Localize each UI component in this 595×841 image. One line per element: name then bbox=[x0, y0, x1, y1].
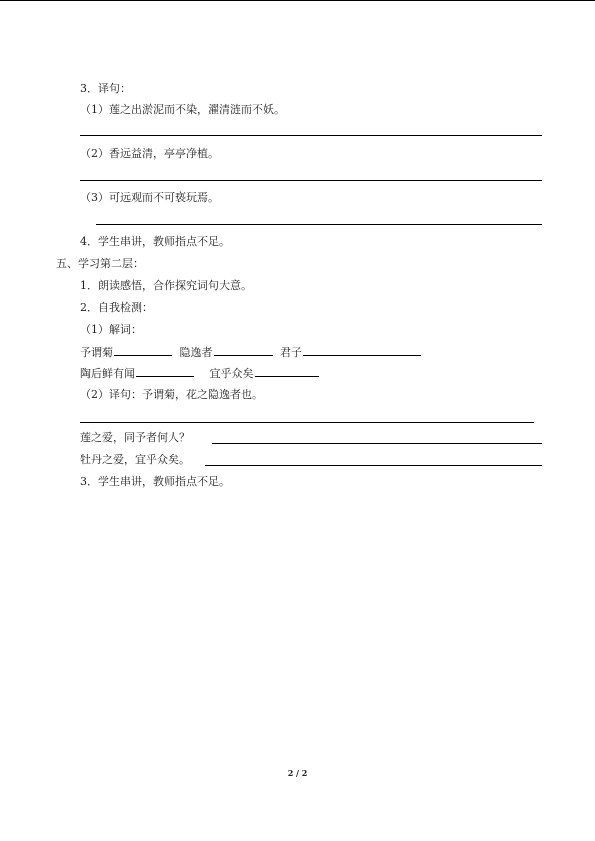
blank-taohou[interactable] bbox=[136, 366, 194, 377]
answer-line-q3-2[interactable] bbox=[80, 180, 542, 181]
word-yihu: 宜乎众矣 bbox=[209, 367, 254, 380]
word-junzi: 君子 bbox=[280, 346, 302, 359]
s5-item-2: 2．自我检测： bbox=[80, 301, 153, 314]
s5-item-1: 1．朗读感悟，合作探究词句大意。 bbox=[80, 279, 252, 292]
word-taohou: 陶后鲜有闻 bbox=[80, 367, 135, 380]
word-yinyizhe: 隐逸者 bbox=[179, 346, 213, 359]
answer-line-q3-3[interactable] bbox=[96, 224, 542, 225]
q3-item-2: （2）香远益清，亭亭净植。 bbox=[80, 147, 219, 160]
section-5-heading: 五、学习第二层： bbox=[56, 257, 144, 270]
blank-yinyizhe[interactable] bbox=[214, 345, 273, 356]
s5-item-3: 3．学生串讲，教师指点不足。 bbox=[80, 475, 230, 488]
s5-sub-1: （1）解词： bbox=[80, 323, 142, 336]
q4-text: 4．学生串讲，教师指点不足。 bbox=[80, 235, 230, 248]
answer-line-lian[interactable] bbox=[212, 443, 542, 444]
blank-yuweiju[interactable] bbox=[114, 345, 172, 356]
word-row-2 bbox=[80, 366, 319, 381]
sentence-mudan: 牡丹之爱，宜乎众矣。 bbox=[80, 453, 190, 466]
answer-line-q3-1[interactable] bbox=[80, 135, 542, 136]
sentence-lian: 莲之爱，同予者何人？ bbox=[80, 431, 190, 444]
q3-item-1: （1）莲之出淤泥而不染，濯清涟而不妖。 bbox=[80, 103, 285, 116]
blank-yihu[interactable] bbox=[255, 366, 319, 377]
page-number: 2 / 2 bbox=[287, 768, 308, 778]
answer-line-mudan[interactable] bbox=[205, 465, 542, 466]
answer-line-s5-2-2[interactable] bbox=[80, 422, 534, 423]
page-top-border bbox=[0, 0, 595, 1]
q3-title: 3．译句： bbox=[80, 82, 131, 95]
blank-junzi[interactable] bbox=[303, 345, 421, 356]
word-row-1 bbox=[80, 345, 421, 360]
word-yuweiju: 予谓菊 bbox=[80, 346, 113, 359]
s5-sub-2: （2）译句：予谓菊，花之隐逸者也。 bbox=[80, 388, 263, 401]
q3-item-3: （3）可远观而不可亵玩焉。 bbox=[80, 191, 219, 204]
